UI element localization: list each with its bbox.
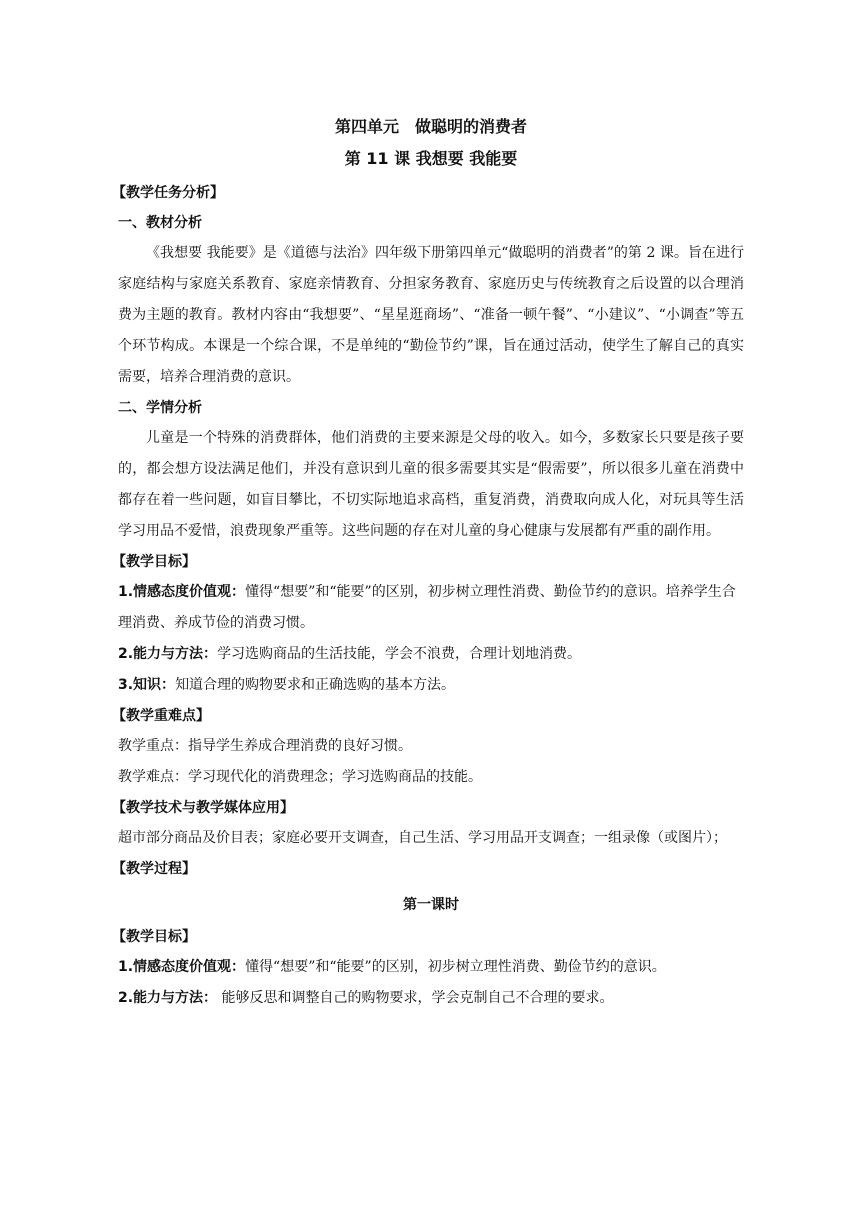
- process-heading: 【教学过程】: [112, 861, 196, 877]
- teaching-goals-heading: 【教学目标】: [112, 554, 196, 570]
- key-points-heading: 【教学重难点】: [112, 708, 210, 724]
- goal-text: 懂得“想要”和“能要”的区别，初步树立理性消费、勤俭节约的意识。: [245, 959, 666, 975]
- goal-text: 学习选购商品的生活技能，学会不浪费，合理计划地消费。: [217, 646, 582, 662]
- period-goals-heading: 【教学目标】: [112, 929, 196, 945]
- task-analysis-heading: 【教学任务分析】: [112, 185, 224, 201]
- goal-label: 2.能力与方法：: [118, 990, 218, 1006]
- goal-item-emotion: [118, 577, 744, 639]
- media-heading: 【教学技术与教学媒体应用】: [112, 800, 294, 816]
- goal-item-knowledge: [118, 670, 744, 701]
- period-heading: 第一课时: [403, 897, 459, 913]
- lesson-title: 第 11 课 我想要 我能要: [344, 149, 518, 168]
- unit-title: 第四单元 做聪明的消费者: [334, 117, 527, 136]
- goal-label: 2.能力与方法：: [118, 646, 218, 662]
- student-analysis-paragraph: 儿童是一个特殊的消费群体，他们消费的主要来源是父母的收入。如今，多数家长只要是孩子要的，都会想方设法满足他们，并没有意识到儿童的很多需要其实是“假需要”，所以很多儿童在消费中都存在着一些问题，如盲目攀比，不切实际地追求高档，重复消费，消费取向成人化，对玩具等生活学习用品不爱惜，浪费现象严重等。这些问题的存在对儿童的身心健康与发展都有严重的副作用。: [118, 430, 744, 539]
- textbook-analysis-paragraph: 《我想要 我能要》是《道德与法治》四年级下册第四单元“做聪明的消费者”的第 2 课。旨在进行家庭结构与家庭关系教育、家庭亲情教育、分担家务教育、家庭历史与传统教育之后设置的以合理消费为主题的教育。教材内容由“我想要”、“星星逛商场”、“准备一顿午餐”、“小建议”、“小调查”等五个环节构成。本课是一个综合课，不是单纯的“勤俭节约”课，旨在通过活动，使学生了解自己的真实需要，培养合理消费的意识。: [118, 245, 744, 385]
- goal-item-ability: [118, 639, 744, 670]
- student-analysis-heading: 二、学情分析: [118, 400, 202, 416]
- period-goal-item-emotion: [118, 952, 744, 983]
- goal-label: 3.知识：: [118, 677, 176, 693]
- textbook-analysis-heading: 一、教材分析: [118, 215, 202, 231]
- goal-text: 懂得“想要”和“能要”的区别，初步树立理性消费、勤俭节约的意识。培养学生合理消费、养成节俭的消费习惯。: [118, 584, 736, 631]
- goal-label: 1.情感态度价值观：: [118, 584, 246, 600]
- goal-text: 知道合理的购物要求和正确选购的基本方法。: [175, 677, 456, 693]
- goal-label: 1.情感态度价值观：: [118, 959, 246, 975]
- key-point-text: 教学重点：指导学生养成合理消费的良好习惯。: [118, 738, 412, 754]
- difficult-point-text: 教学难点：学习现代化的消费理念；学习选购商品的技能。: [118, 769, 482, 785]
- period-goal-item-ability: [118, 983, 744, 1014]
- goal-text: 能够反思和调整自己的购物要求，学会克制自己不合理的要求。: [217, 990, 614, 1006]
- media-text: 超市部分商品及价目表；家庭必要开支调查，自己生活、学习用品开支调查；一组录像（或图片）；: [118, 830, 727, 846]
